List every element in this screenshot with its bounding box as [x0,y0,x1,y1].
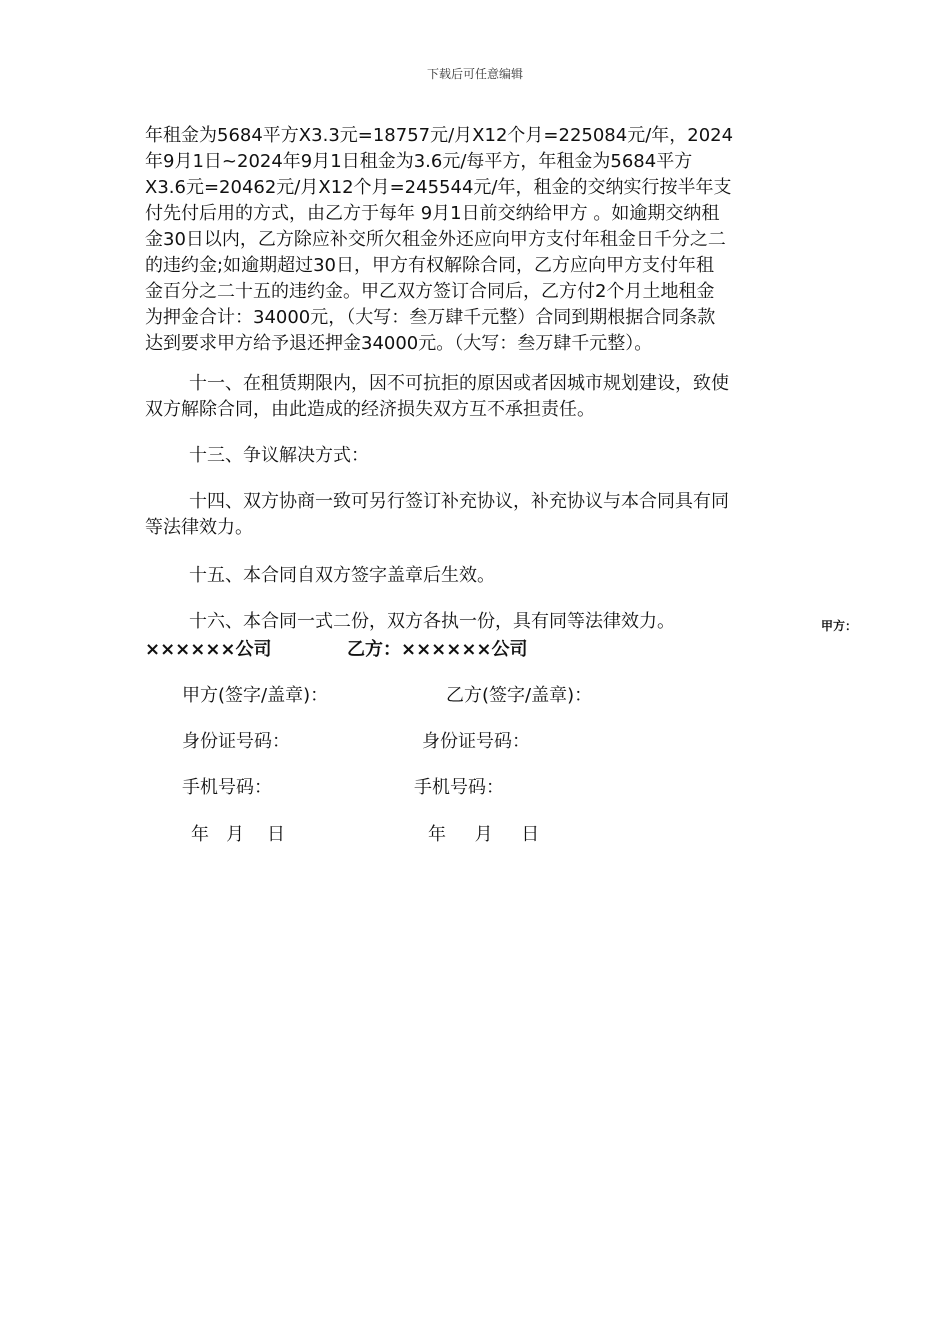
clause-14 [145,489,810,541]
clause-13 [145,443,810,469]
clause-11 [145,371,810,423]
paragraph-line: 等法律效力。 [145,517,253,538]
paragraph-line: 年9月1日~2024年9月1日租金为3.6元/每平方，年租金为5684平方 [145,151,693,172]
party-a-id-label: 身份证号码： [182,731,290,752]
paragraph-line: 付先付后用的方式，由乙方于每年 9月1日前交纳给甲方 。如逾期交纳租 [145,203,720,224]
party-a-phone-label: 手机号码： [182,777,272,798]
paragraph-line: X3.6元=20462元/月X12个月=245544元/年，租金的交纳实行按半年支 [145,177,732,198]
party-b-id-label: 身份证号码： [422,731,530,752]
clause-16-text: 十六、本合同一式二份，双方各执一份，具有同等法律效力。 [189,611,675,632]
paragraph-line: 达到要求甲方给予退还押金34000元。（大写：叁万肆千元整）。 [145,333,653,354]
paragraph-line: 的违约金;如逾期超过30日，甲方有权解除合同，乙方应向甲方支付年租 [145,255,714,276]
clause-15 [145,563,810,589]
party-a-signature-label: 甲方(签字/盖章)： [182,685,329,706]
paragraph-line: 金百分之二十五的违约金。甲乙双方签订合同后，乙方付2个月土地租金 [145,281,715,302]
paragraph-line: 十五、本合同自双方签字盖章后生效。 [189,565,495,586]
paragraph-line: 为押金合计：34000元，（大写：叁万肆千元整）合同到期根据合同条款 [145,307,716,328]
paragraph-line [145,609,858,635]
paragraph-line: 十一、在租赁期限内，因不可抗拒的原因或者因城市规划建设，致使 [189,373,729,394]
rent-paragraph [145,123,810,357]
party-a-date: 年 月 日 [191,824,286,845]
party-a-label: 甲方： [821,619,858,633]
party-b-company: 乙方：××××××公司 [347,639,528,660]
paragraph-line: 年租金为5684平方X3.3元=18757元/月X12个月=225084元/年，2024 [145,125,734,146]
clause-16 [145,609,858,635]
party-a-company: ××××××公司 [145,639,272,660]
party-b-signature-label: 乙方(签字/盖章)： [446,685,593,706]
paragraph-line: 双方解除合同，由此造成的经济损失双方互不承担责任。 [145,399,595,420]
party-b-date: 年 月 日 [428,824,540,845]
party-b-phone-label: 手机号码： [414,777,504,798]
paragraph-line: 十三、争议解决方式： [189,445,369,466]
paragraph-line: 金30日以内，乙方除应补交所欠租金外还应向甲方支付年租金日千分之二 [145,229,726,250]
paragraph-line: 十四、双方协商一致可另行签订补充协议，补充协议与本合同具有同 [189,491,729,512]
page-header-note: 下载后可任意编辑 [426,67,523,81]
